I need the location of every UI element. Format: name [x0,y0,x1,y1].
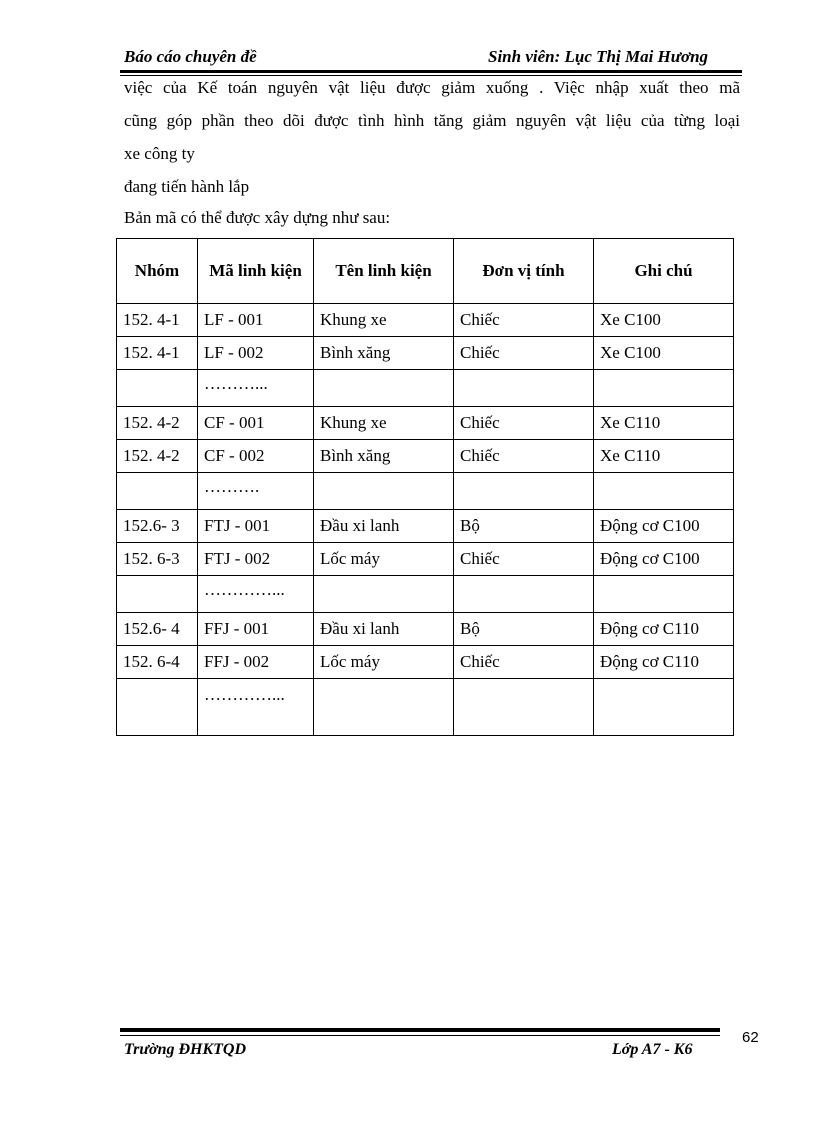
cell-part-name: Lốc máy [314,646,454,679]
cell-part-name [314,473,454,510]
cell-part-code: CF - 001 [198,407,314,440]
column-header-group: Nhóm [117,239,198,304]
cell-group: 152.6- 3 [117,510,198,543]
header-report-title: Báo cáo chuyên đề [124,47,257,66]
body-line-5: Bản mã có thể được xây dựng như sau: [124,208,391,227]
column-header-part-name: Tên linh kiện [314,239,454,304]
cell-part-name: Bình xăng [314,440,454,473]
table-row [117,543,734,576]
cell-part-name: Khung xe [314,407,454,440]
cell-part-name: Lốc máy [314,543,454,576]
cell-unit: Chiếc [454,304,594,337]
cell-note: Động cơ C110 [594,613,734,646]
cell-note: Động cơ C100 [594,510,734,543]
cell-part-code: FTJ - 001 [198,510,314,543]
table-row [117,473,734,510]
table-row [117,679,734,736]
cell-part-name: Khung xe [314,304,454,337]
cell-unit: Bộ [454,613,594,646]
cell-part-code: ………... [198,370,314,407]
cell-note: Xe C110 [594,440,734,473]
body-line-4: đang tiến hành lắp [124,177,250,196]
table-row [117,407,734,440]
cell-unit: Chiếc [454,543,594,576]
cell-part-name [314,679,454,736]
parts-code-table [116,238,734,736]
cell-group: 152.6- 4 [117,613,198,646]
body-line-3: xe công ty [124,144,195,163]
cell-part-name: Bình xăng [314,337,454,370]
table-row [117,440,734,473]
cell-group: 152. 6-3 [117,543,198,576]
cell-group [117,370,198,407]
cell-part-code: CF - 002 [198,440,314,473]
cell-part-code: FFJ - 002 [198,646,314,679]
column-header-unit: Đơn vị tính [454,239,594,304]
page-number: 62 [742,1029,759,1046]
cell-unit: Chiếc [454,337,594,370]
cell-part-name [314,576,454,613]
cell-note: Động cơ C110 [594,646,734,679]
cell-group: 152. 4-2 [117,407,198,440]
cell-note: Động cơ C100 [594,543,734,576]
table-row [117,646,734,679]
footer-school: Trường ĐHKTQD [124,1041,247,1058]
column-header-note: Ghi chú [594,239,734,304]
footer-class: Lớp A7 - K6 [612,1041,693,1058]
cell-unit: Chiếc [454,407,594,440]
cell-group: 152. 4-1 [117,337,198,370]
cell-note: Xe C110 [594,407,734,440]
cell-part-name: Đầu xi lanh [314,510,454,543]
table-row [117,370,734,407]
cell-part-code: …………... [198,679,314,736]
cell-group: 152. 6-4 [117,646,198,679]
cell-group: 152. 4-1 [117,304,198,337]
table-header-row [117,239,734,304]
cell-part-name: Đầu xi lanh [314,613,454,646]
footer-rule [120,1028,720,1032]
cell-unit [454,370,594,407]
cell-group [117,576,198,613]
cell-part-code: LF - 001 [198,304,314,337]
cell-unit [454,473,594,510]
cell-group: 152. 4-2 [117,440,198,473]
cell-note [594,576,734,613]
table-row [117,304,734,337]
cell-unit: Chiếc [454,646,594,679]
cell-part-name [314,370,454,407]
body-line-1: việc của Kế toán nguyên vật liệu được giảm xuống . Việc nhập xuất theo mã [124,78,740,97]
cell-part-code: FTJ - 002 [198,543,314,576]
column-header-part-code: Mã linh kiện [198,239,314,304]
cell-note [594,679,734,736]
cell-group [117,679,198,736]
header-rule [120,70,742,73]
cell-part-code: LF - 002 [198,337,314,370]
table-row [117,510,734,543]
cell-group [117,473,198,510]
cell-note [594,473,734,510]
cell-note: Xe C100 [594,337,734,370]
cell-unit: Chiếc [454,440,594,473]
header-student-name: Sinh viên: Lục Thị Mai Hương [488,47,709,66]
table-row [117,613,734,646]
cell-part-code: …………... [198,576,314,613]
footer-rule-thin [120,1035,720,1036]
cell-part-code: ………. [198,473,314,510]
table-row [117,337,734,370]
table-row [117,576,734,613]
cell-unit: Bộ [454,510,594,543]
cell-unit [454,576,594,613]
body-line-2: cũng góp phần theo dõi được tình hình tăng giảm nguyên vật liệu của từng loại [124,111,740,130]
cell-part-code: FFJ - 001 [198,613,314,646]
header-rule-thin [120,75,742,76]
cell-note [594,370,734,407]
cell-unit [454,679,594,736]
cell-note: Xe C100 [594,304,734,337]
